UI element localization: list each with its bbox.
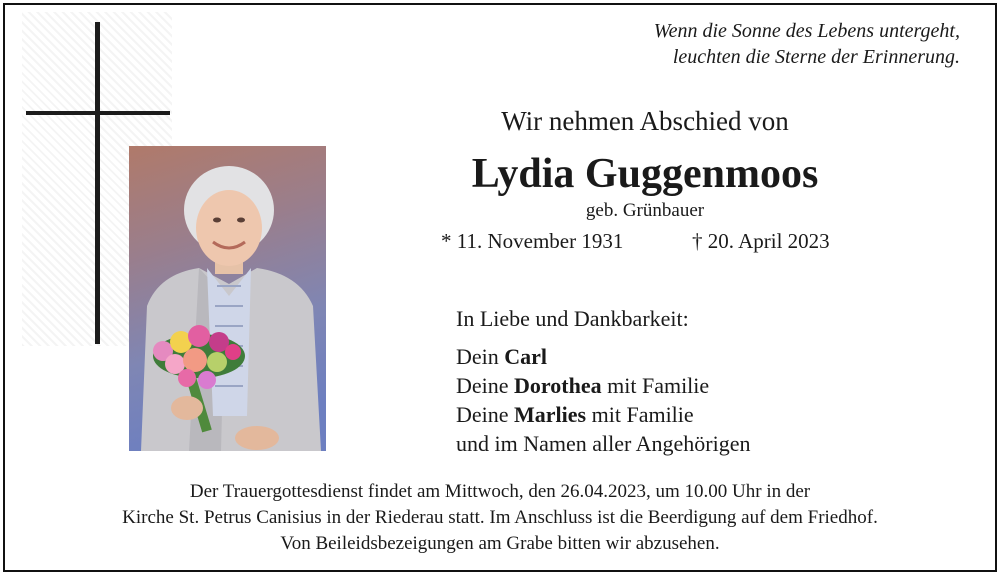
mourner-prefix: Dein [456, 344, 499, 369]
mourner-suffix: mit Familie [607, 373, 710, 398]
mourner-prefix: Deine [456, 402, 509, 427]
service-line-3: Von Beileidsbezeigungen am Grabe bitten wir abzusehen. [280, 533, 720, 554]
service-line-2: Kirche St. Petrus Canisius in der Riederau statt. Im Anschluss ist die Beerdigung auf dem Friedhof. [122, 507, 878, 528]
mourner-name: Marlies [514, 402, 587, 427]
mourners-list [456, 342, 750, 458]
death-date: † 20. April 2023 [692, 229, 830, 253]
service-line-1: Der Trauergottesdienst findet am Mittwoch, den 26.04.2023, um 10.00 Uhr in der [189, 481, 811, 502]
motto [560, 18, 960, 70]
mourner-prefix: Deine [456, 373, 509, 398]
deceased-name: Lydia Guggenmoos [471, 151, 819, 197]
intro-text: Wir nehmen Abschied von [501, 106, 789, 136]
motto-line-2: leuchten die Sterne der Erinnerung. [672, 46, 960, 68]
mourner-line [456, 371, 750, 400]
portrait-photo [129, 146, 326, 451]
maiden-name: geb. Grünbauer [585, 200, 705, 221]
cross-horizontal-bar [26, 111, 170, 115]
mourner-name: Carl [504, 344, 548, 369]
birth-date: * 11. November 1931 [441, 229, 624, 253]
mourner-name: Dorothea [514, 373, 602, 398]
service-info [20, 479, 980, 557]
mourner-line [456, 400, 750, 429]
thanks-text: In Liebe und Dankbarkeit: [456, 306, 689, 331]
mourners-closing: und im Namen aller Angehörigen [456, 431, 751, 456]
mourner-suffix: mit Familie [591, 402, 694, 427]
motto-line-1: Wenn die Sonne des Lebens untergeht, [653, 20, 960, 42]
mourner-line [456, 342, 750, 371]
cross-vertical-bar [95, 22, 100, 344]
